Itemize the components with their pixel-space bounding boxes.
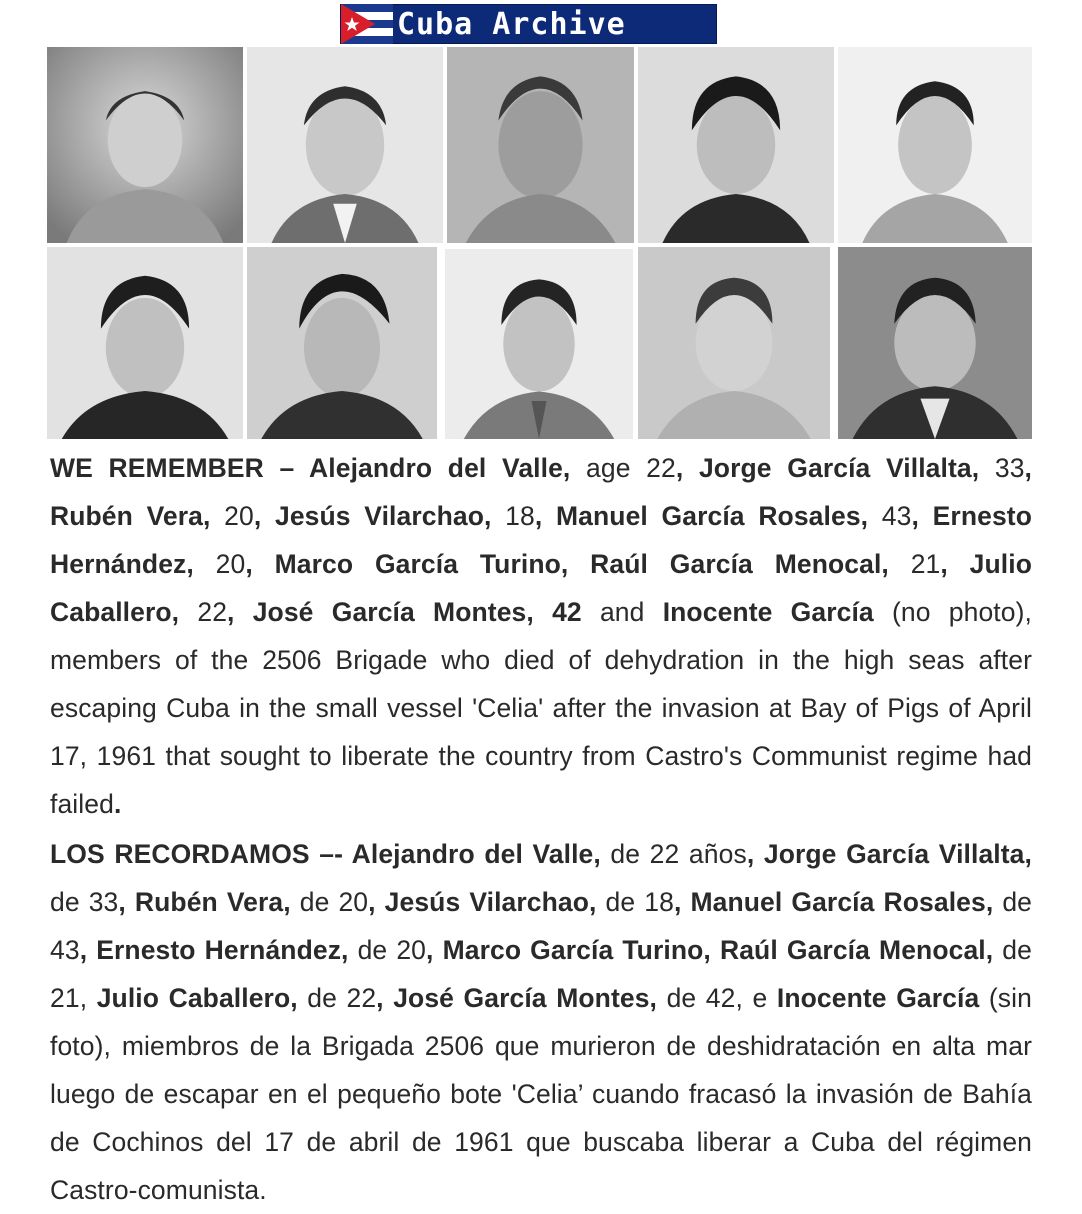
spanish-heading: LOS RECORDAMOS –-: [50, 839, 344, 869]
portrait-photo: [445, 249, 633, 439]
victim-name: Marco García Turino,: [442, 935, 711, 965]
victim-name: Jesús Vilarchao,: [274, 501, 492, 531]
portrait-photo: [247, 47, 443, 243]
victim-name: Jesús Vilarchao,: [384, 887, 597, 917]
victim-name: Raúl García Menocal,: [719, 935, 994, 965]
victim-name: Rubén Vera,: [134, 887, 291, 917]
victim-name: José García Montes, 42: [252, 597, 582, 627]
victim-name: Ernesto Hernández,: [96, 935, 349, 965]
english-memorial-paragraph: WE REMEMBER – Alejandro del Valle, age 22, Jorge García Villalta, 33, Rubén Vera, 20, Jesús Vilarchao, 18, Manuel García Rosales, 43, Ernesto Hernández, 20, Marco García Turino, Raúl García Menocal, 21, Julio Caballero, 22, José García Montes, 42 and Inocente García (no photo), members of the 2506 Brigade who died of dehydration in the high seas after escaping Cuba in the small vessel 'Celia' after the invasion at Bay of Pigs of April 17, 1961 that sought to liberate the country from Castro's Communist regime had failed.: [50, 453, 1032, 819]
victim-name: Inocente García: [662, 597, 874, 627]
cuba-archive-logo: [340, 4, 717, 44]
victim-name: Alejandro del Valle,: [351, 839, 601, 869]
victim-name: Jorge García Villalta,: [698, 453, 980, 483]
victim-name: Jorge García Villalta,: [763, 839, 1032, 869]
victim-name: Ernesto Hernández,: [50, 501, 1032, 579]
english-heading: WE REMEMBER: [50, 453, 264, 483]
victim-name: Inocente García: [776, 983, 980, 1013]
cuban-flag-icon: [341, 4, 393, 44]
spanish-memorial-paragraph: LOS RECORDAMOS –- Alejandro del Valle, de 22 años, Jorge García Villalta, de 33, Rubén Vera, de 20, Jesús Vilarchao, de 18, Manuel García Rosales, de 43, Ernesto Hernández, de 20, Marco García Turino, Raúl García Menocal, de 21, Julio Caballero, de 22, José García Montes, de 42, e Inocente García (sin foto), miembros de la Brigada 2506 que murieron de deshidratación en alta mar luego de escapar en el pequeño bote 'Celia’ cuando fracasó la invasión de Bahía de Cochinos del 17 de abril de 1961 que buscaba liberar a Cuba del régimen Castro-comunista.: [50, 839, 1033, 1205]
portrait-photo: [638, 247, 830, 439]
victim-name: Marco García Turino: [274, 549, 561, 579]
logo-text: Cuba Archive: [397, 6, 626, 42]
portrait-photo: [447, 47, 634, 243]
victim-name: José García Montes,: [393, 983, 658, 1013]
portrait-photo: [838, 247, 1032, 439]
victim-name: Raúl García Menocal,: [590, 549, 889, 579]
victim-name: Julio Caballero,: [96, 983, 298, 1013]
portrait-photo: [247, 247, 437, 439]
english-body: members of the 2506 Brigade who died of dehydration in the high seas after escaping Cuba in the small vessel 'Celia' after the invasion at Bay of Pigs of April 17, 1961 that sought to liberate the country from Castro's Communist regime had failed: [50, 645, 1032, 819]
portrait-photo: [47, 247, 243, 439]
portrait-photo: [47, 47, 243, 243]
portrait-photo: [838, 47, 1032, 243]
portrait-photo: [638, 47, 834, 243]
spanish-body: miembros de la Brigada 2506 que murieron de deshidratación en alta mar luego de escapar en el pequeño bote 'Celia’ cuando fracasó la invasión de Bahía de Cochinos del 17 de abril de 1961 que buscaba liberar a Cuba del régimen Castro-comunista.: [50, 1031, 1032, 1205]
victim-name: Manuel García Rosales,: [555, 501, 869, 531]
victim-name: Alejandro del Valle,: [309, 453, 571, 483]
victim-name: Rubén Vera,: [50, 501, 211, 531]
victim-name: Julio Caballero,: [50, 549, 1032, 627]
victim-name: Manuel García Rosales,: [690, 887, 994, 917]
